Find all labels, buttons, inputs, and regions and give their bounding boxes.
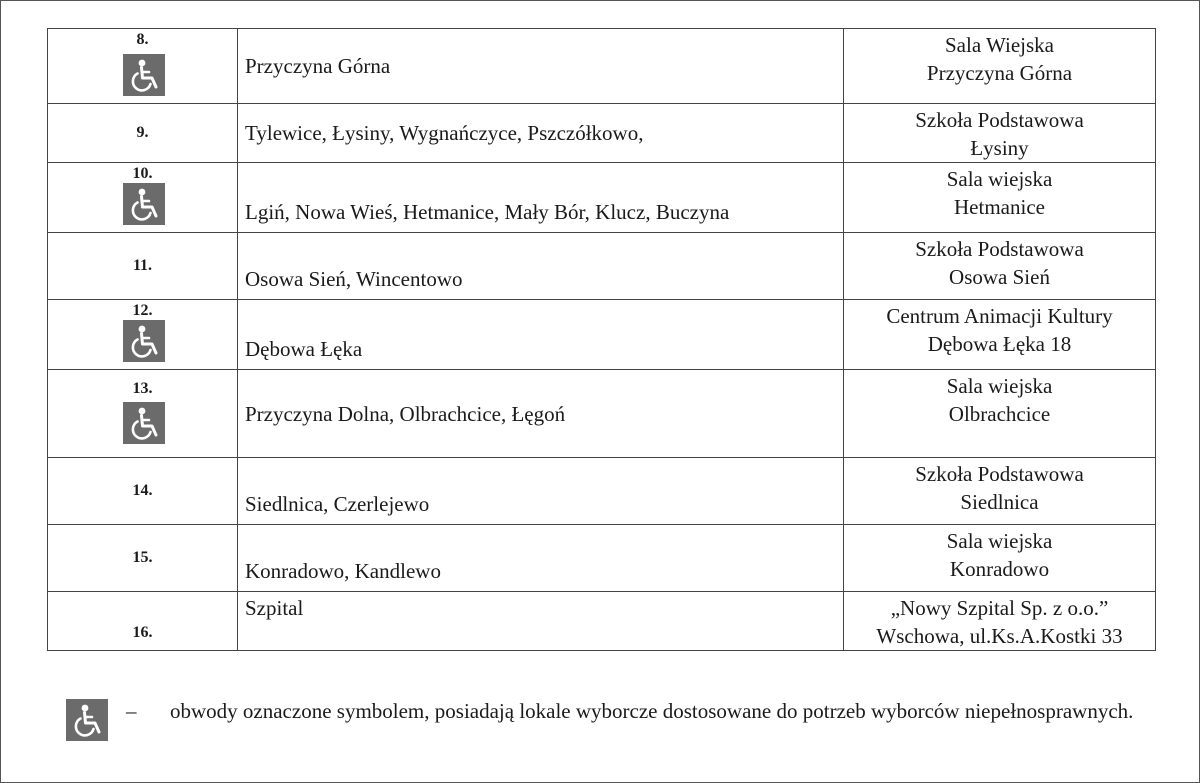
venue-place: Wschowa, ul.Ks.A.Kostki 33 bbox=[876, 624, 1123, 648]
district-areas: Przyczyna Górna bbox=[238, 29, 844, 104]
district-number: 10. bbox=[132, 165, 153, 182]
district-areas: Szpital bbox=[238, 592, 844, 651]
district-number: 15. bbox=[132, 549, 153, 566]
district-number: 14. bbox=[132, 482, 153, 499]
table-row bbox=[48, 458, 1156, 525]
table-row bbox=[48, 592, 1156, 651]
polling-venue bbox=[844, 458, 1156, 525]
venue-place: Dębowa Łęka 18 bbox=[927, 332, 1072, 356]
polling-venue bbox=[844, 370, 1156, 458]
table-row bbox=[48, 525, 1156, 592]
district-number-cell bbox=[48, 458, 238, 525]
legend-dash: – bbox=[126, 699, 137, 723]
polling-venue bbox=[844, 300, 1156, 370]
polling-districts-table bbox=[47, 28, 1156, 651]
wheelchair-icon bbox=[123, 402, 165, 444]
wheelchair-icon bbox=[123, 183, 165, 225]
district-number: 13. bbox=[132, 380, 153, 397]
venue-place: Hetmanice bbox=[954, 195, 1045, 219]
venue-name: Centrum Animacji Kultury bbox=[886, 304, 1113, 328]
venue-name: „Nowy Szpital Sp. z o.o.” bbox=[890, 596, 1109, 620]
venue-name: Szkoła Podstawowa bbox=[915, 462, 1084, 486]
district-areas: Osowa Sień, Wincentowo bbox=[238, 233, 844, 300]
district-number-cell bbox=[48, 592, 238, 651]
table-row bbox=[48, 300, 1156, 370]
polling-venue bbox=[844, 592, 1156, 651]
venue-name: Sala Wiejska bbox=[945, 33, 1054, 57]
district-number: 8. bbox=[136, 31, 149, 48]
table-row bbox=[48, 104, 1156, 163]
district-number: 9. bbox=[136, 124, 149, 141]
polling-venue bbox=[844, 233, 1156, 300]
table-row bbox=[48, 370, 1156, 458]
venue-name: Szkoła Podstawowa bbox=[915, 237, 1084, 261]
venue-place: Łysiny bbox=[970, 136, 1029, 160]
district-areas: Przyczyna Dolna, Olbrachcice, Łęgoń bbox=[238, 370, 844, 458]
legend-text bbox=[126, 697, 1186, 725]
district-number: 11. bbox=[132, 257, 153, 274]
district-number-cell bbox=[48, 300, 238, 370]
venue-name: Sala wiejska bbox=[946, 374, 1053, 398]
district-number-cell bbox=[48, 233, 238, 300]
venue-place: Osowa Sień bbox=[949, 265, 1050, 289]
wheelchair-icon bbox=[123, 54, 165, 96]
venue-place: Siedlnica bbox=[960, 490, 1039, 514]
district-areas: Dębowa Łęka bbox=[238, 300, 844, 370]
venue-place: Olbrachcice bbox=[948, 402, 1051, 426]
legend-description: obwody oznaczone symbolem, posiadają lokale wyborcze dostosowane do potrzeb wyborców niepełnosprawnych. bbox=[170, 699, 1134, 723]
district-areas: Siedlnica, Czerlejewo bbox=[238, 458, 844, 525]
venue-name: Sala wiejska bbox=[946, 167, 1053, 191]
district-number-cell bbox=[48, 370, 238, 458]
polling-venue bbox=[844, 104, 1156, 163]
venue-place: Konradowo bbox=[949, 557, 1050, 581]
wheelchair-icon bbox=[123, 320, 165, 362]
district-areas: Tylewice, Łysiny, Wygnańczyce, Pszczółkowo, bbox=[238, 104, 844, 163]
venue-place: Przyczyna Górna bbox=[926, 61, 1073, 85]
polling-venue bbox=[844, 29, 1156, 104]
district-number-cell bbox=[48, 104, 238, 163]
district-number-cell bbox=[48, 29, 238, 104]
table-row bbox=[48, 163, 1156, 233]
district-areas: Konradowo, Kandlewo bbox=[238, 525, 844, 592]
district-number: 16. bbox=[132, 624, 153, 641]
venue-name: Szkoła Podstawowa bbox=[915, 108, 1084, 132]
district-areas: Lgiń, Nowa Wieś, Hetmanice, Mały Bór, Klucz, Buczyna bbox=[238, 163, 844, 233]
district-number: 12. bbox=[132, 302, 153, 319]
table-row bbox=[48, 29, 1156, 104]
district-number-cell bbox=[48, 525, 238, 592]
table-row bbox=[48, 233, 1156, 300]
polling-venue bbox=[844, 163, 1156, 233]
venue-name: Sala wiejska bbox=[946, 529, 1053, 553]
district-number-cell bbox=[48, 163, 238, 233]
polling-venue bbox=[844, 525, 1156, 592]
